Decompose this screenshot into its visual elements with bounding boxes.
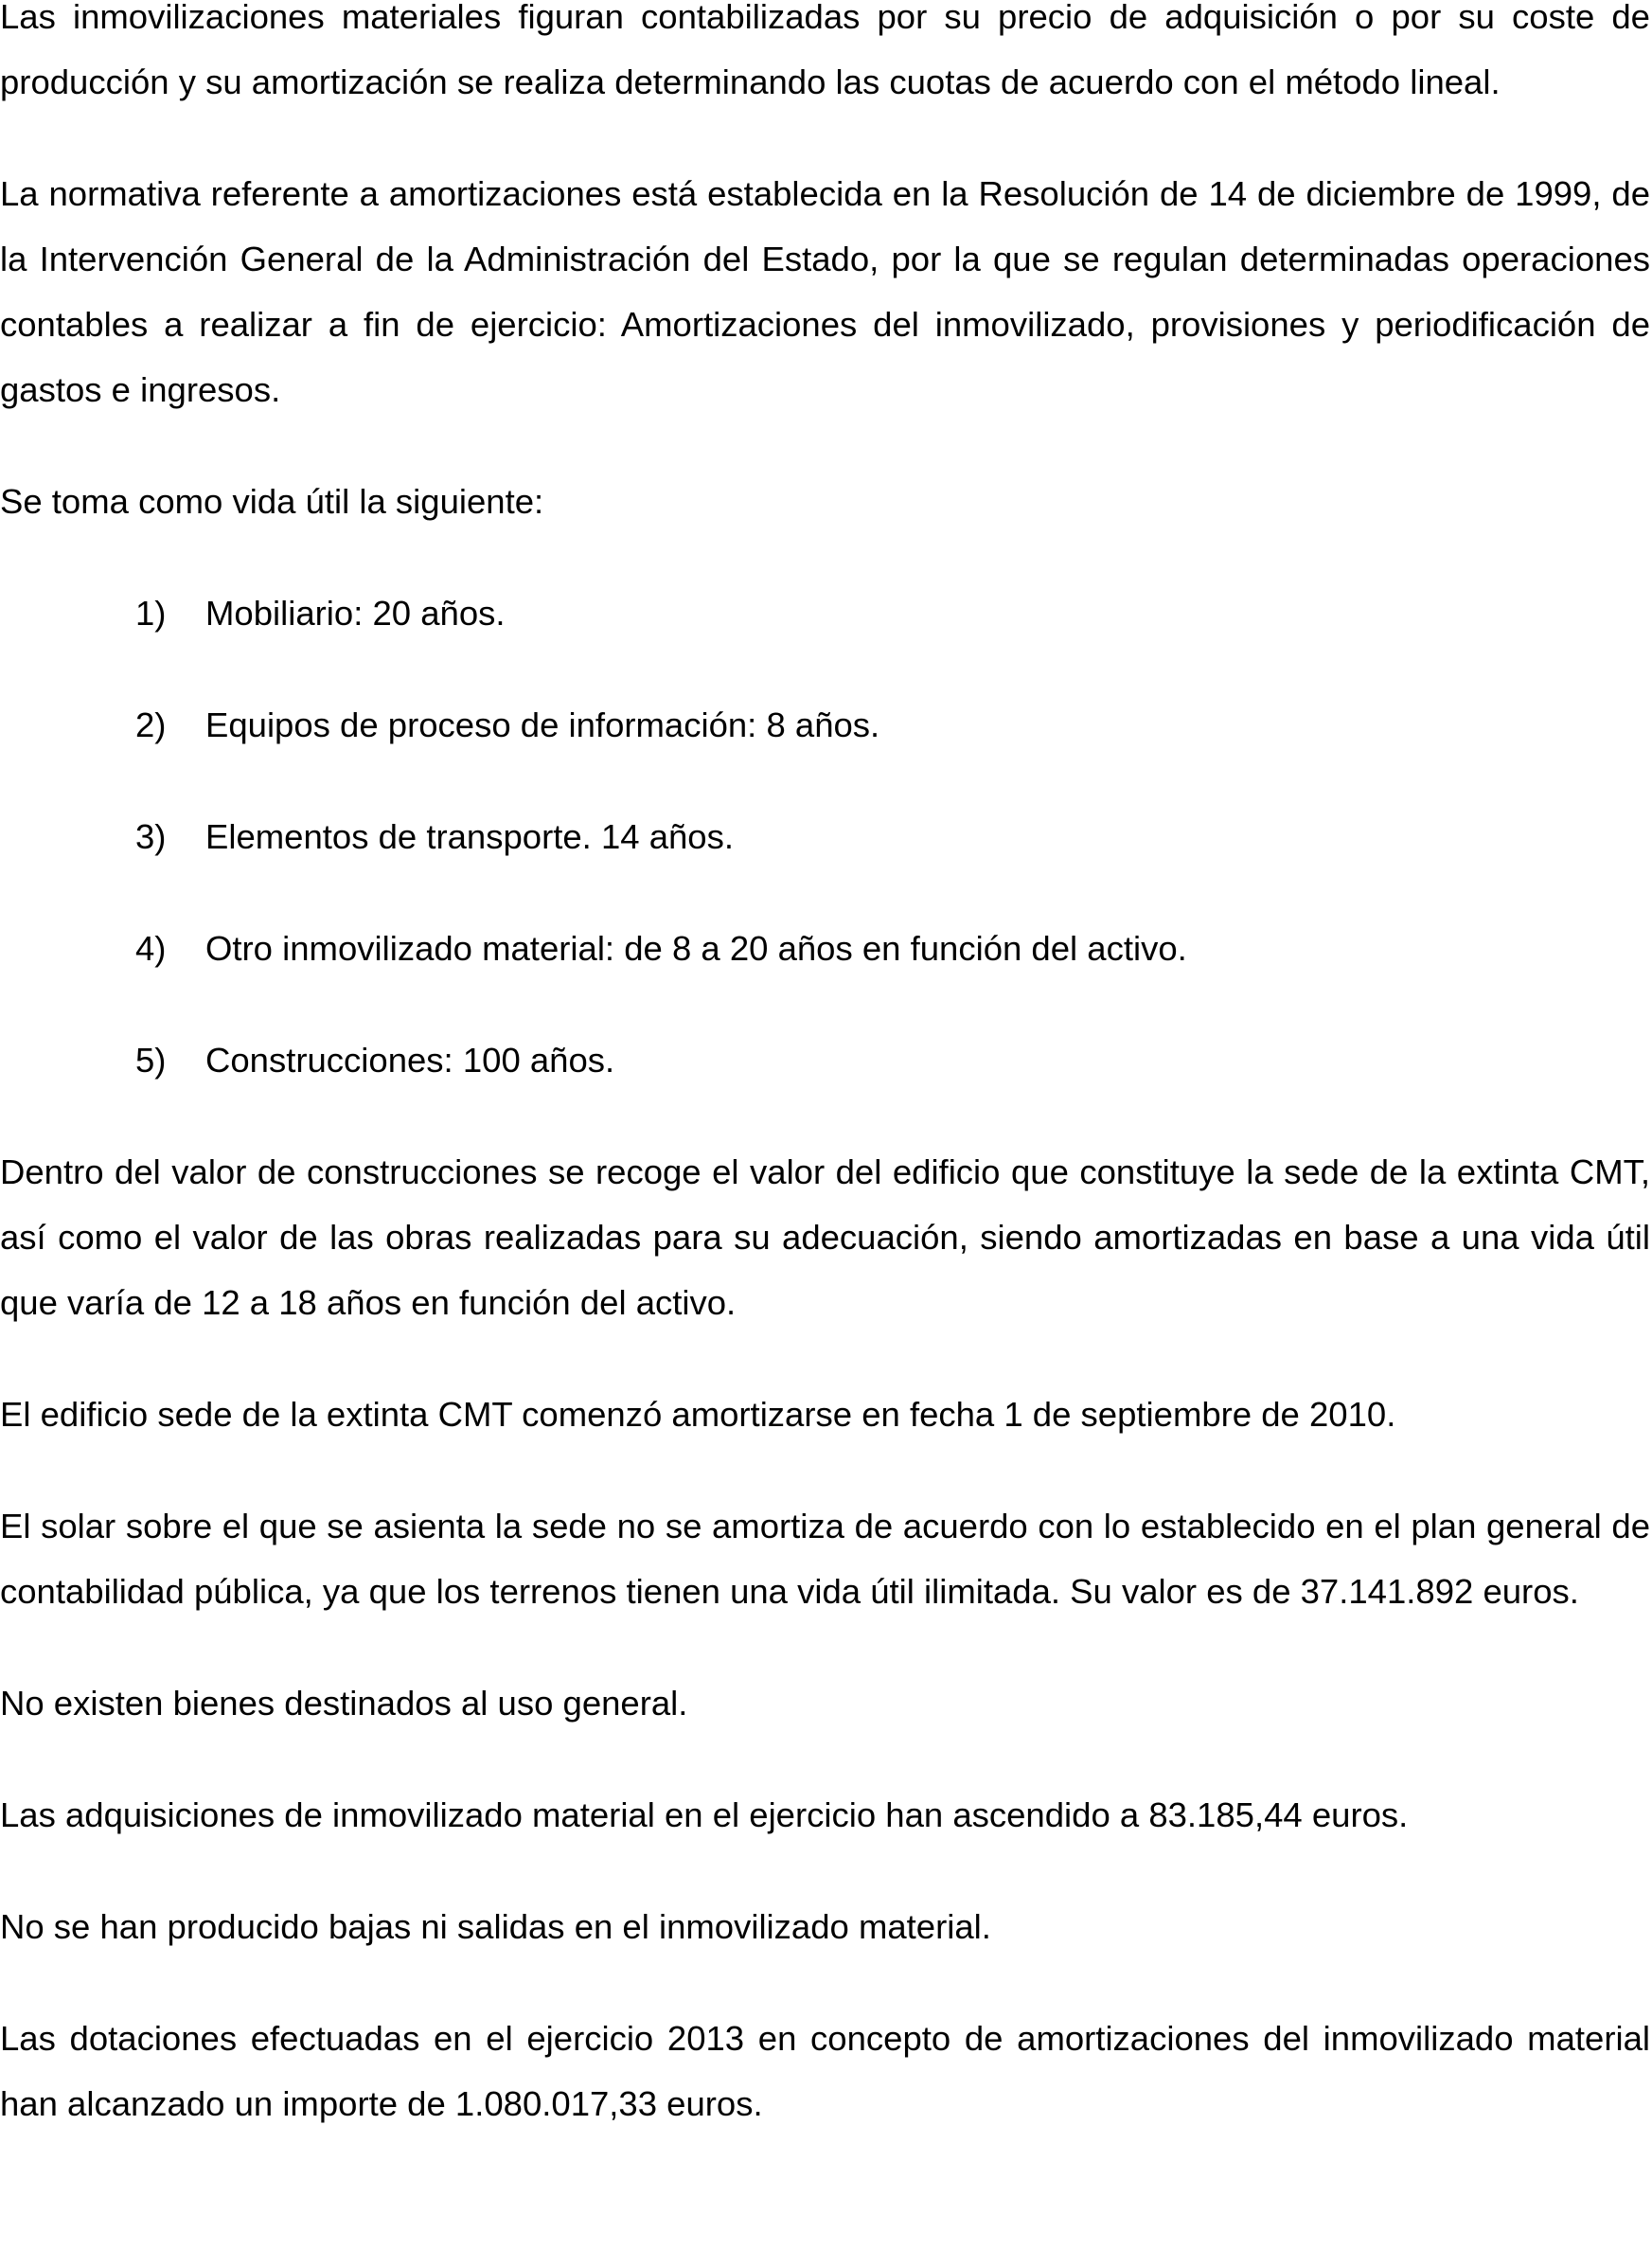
paragraph-acquisitions: Las adquisiciones de inmovilizado material en el ejercicio han ascendido a 83.185,44 euros. <box>0 1795 1409 1834</box>
list-item-number: 3) <box>135 817 167 856</box>
list-item-number: 1) <box>135 594 167 633</box>
list-item-text: Otro inmovilizado material: de 8 a 20 años en función del activo. <box>205 929 1187 968</box>
paragraph-land-value: El solar sobre el que se asienta la sede no se amortiza de acuerdo con lo establecido en el plan general de contabilidad pública, ya que los terrenos tienen una vida útil ilimitada. Su valor es de 37.141.892 euros. <box>0 1507 1650 1611</box>
paragraph-construction-value: Dentro del valor de construcciones se recoge el valor del edificio que constituye la sede de la extinta CMT, así como el valor de las obras realizadas para su adecuación, siendo amortizadas en base a una vida útil que varía de 12 a 18 años en función del activo. <box>0 1152 1650 1322</box>
useful-life-list <box>0 580 1650 1093</box>
list-item-text: Mobiliario: 20 años. <box>205 594 506 633</box>
list-item-text: Equipos de proceso de información: 8 años. <box>205 705 880 744</box>
list-item <box>0 804 1650 869</box>
list-item-text: Construcciones: 100 años. <box>205 1041 615 1080</box>
paragraph-useful-life-intro: Se toma como vida útil la siguiente: <box>0 482 544 521</box>
list-item <box>0 916 1650 981</box>
paragraph-disposals: No se han producido bajas ni salidas en el inmovilizado material. <box>0 1907 991 1946</box>
list-item-number: 2) <box>135 705 167 744</box>
paragraph-building-amortization-start: El edificio sede de la extinta CMT comenzó amortizarse en fecha 1 de septiembre de 2010. <box>0 1395 1396 1434</box>
paragraph-amortization-charges: Las dotaciones efectuadas en el ejercicio 2013 en concepto de amortizaciones del inmovilizado material han alcanzado un importe de 1.080.017,33 euros. <box>0 2019 1650 2123</box>
list-item-number: 4) <box>135 929 167 968</box>
paragraph-general-use-assets: No existen bienes destinados al uso general. <box>0 1684 688 1723</box>
list-item <box>0 1027 1650 1093</box>
paragraph-valuation-method: Las inmovilizaciones materiales figuran contabilizadas por su precio de adquisición o por su coste de producción y su amortización se realiza determinando las cuotas de acuerdo con el método lineal. <box>0 0 1650 101</box>
list-item <box>0 580 1650 646</box>
list-item-text: Elementos de transporte. 14 años. <box>205 817 734 856</box>
paragraph-regulation: La normativa referente a amortizaciones está establecida en la Resolución de 14 de diciembre de 1999, de la Intervención General de la Administración del Estado, por la que se regulan determinadas operaciones contables a realizar a fin de ejercicio: Amortizaciones del inmovilizado, provisiones y periodificación de gastos e ingresos. <box>0 174 1650 409</box>
list-item <box>0 692 1650 758</box>
list-item-number: 5) <box>135 1041 167 1080</box>
